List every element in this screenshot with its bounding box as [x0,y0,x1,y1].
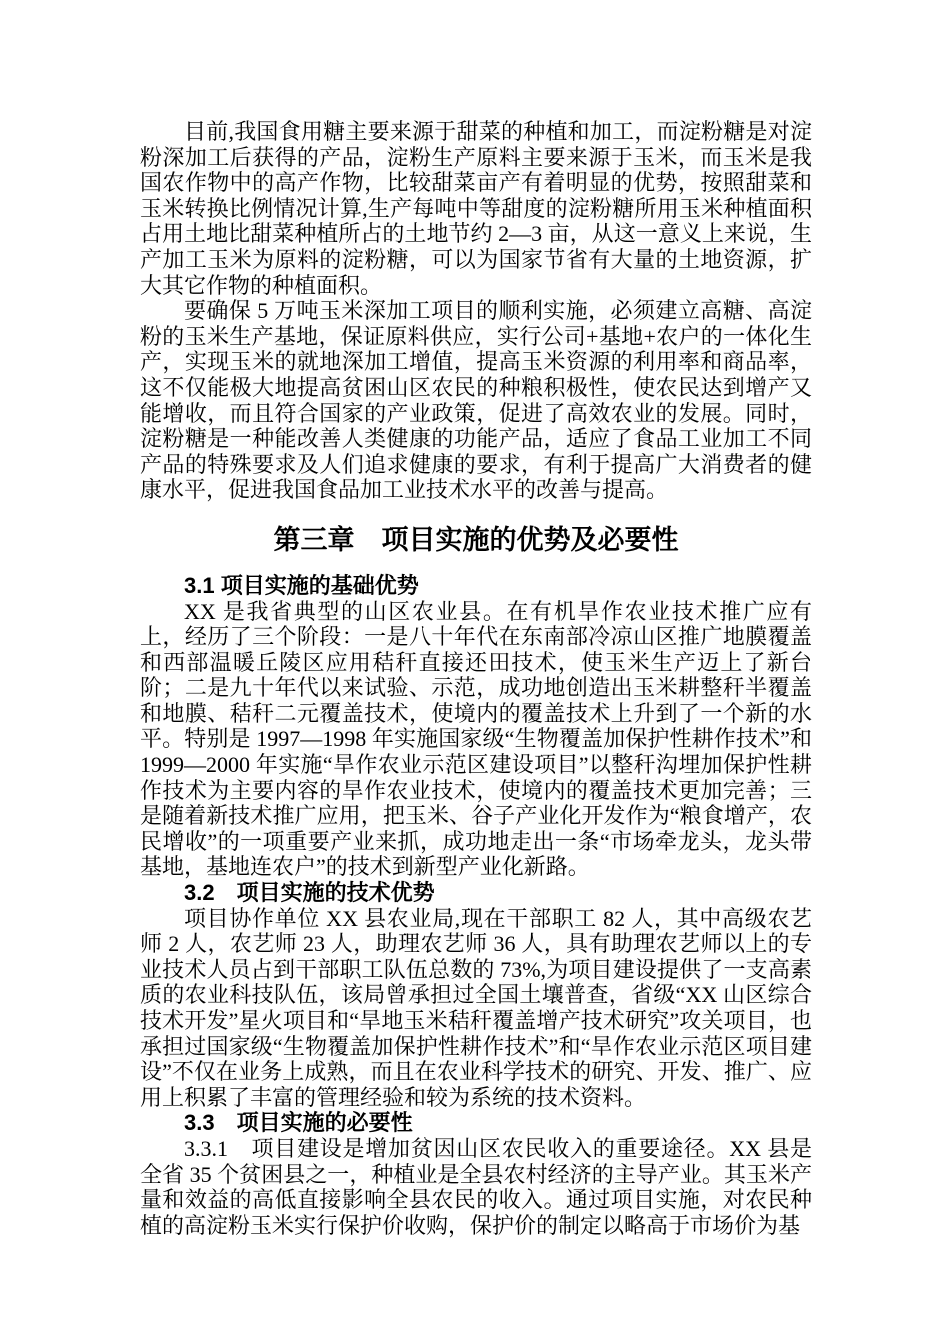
chapter-heading: 第三章 项目实施的优势及必要性 [273,524,679,555]
section-heading-3-3: 3.3 项目实施的必要性 [184,1110,413,1136]
document-content [140,119,812,1238]
paragraph-necessity: 3.3.1 项目建设是增加贫因山区农民收入的重要途径。XX 县是全省 35 个贫困县之一，种植业是全县农村经济的主导产业。其玉米产量和效益的高低直接影响全县农民的收入。通过项目实施，对农民种植的高淀粉玉米实行保护价收购，保护价的制定以略高于市场价为基 [140,1135,812,1238]
paragraph-sugar-source: 目前,我国食用糖主要来源于甜菜的种植和加工，而淀粉糖是对淀粉深加工后获得的产品，淀粉生产原料主要来源于玉米，而玉米是我国农作物中的高产作物，比较甜菜亩产有着明显的优势，按照甜菜和玉米转换比例情况计算,生产每吨中等甜度的淀粉糖所用玉米种植面积占用土地比甜菜种植所占的土地节约 2—3 亩，从这一意义上来说，生产加工玉米为原料的淀粉糖，可以为国家节省有大量的土地资源，扩大其它作物的种植面积。 [140,119,812,298]
paragraph-foundation-advantage: XX 是我省典型的山区农业县。在有机旱作农业技术推广应有上，经历了三个阶段：一是八十年代在东南部冷凉山区推广地膜覆盖和西部温暖丘陵区应用秸秆直接还田技术，使玉米生产迈上了新台阶；二是九十年代以来试验、示范，成功地创造出玉米耕整秆半覆盖和地膜、秸秆二元覆盖技术，使境内的覆盖技术上升到了一个新的水平。特别是 1997—1998 年实施国家级“生物覆盖加保护性耕作技术”和 1999—2000 年实施“旱作农业示范区建设项目”以整秆沟埋加保护性耕作技术为主要内容的旱作农业技术，使境内的覆盖技术更加完善；三是随着新技术推广应用，把玉米、谷子产业化开发作为“粮食增产，农民增收”的一项重要产业来抓，成功地走出一条“市场牵龙头，龙头带基地，基地连农户”的技术到新型产业化新路。 [140,598,812,880]
paragraph-project-assurance: 要确保 5 万吨玉米深加工项目的顺利实施，必须建立高糖、高淀粉的玉米生产基地，保证原料供应，实行公司+基地+农户的一体化生产，实现玉米的就地深加工增值，提高玉米资源的利用率和商品率，这不仅能极大地提高贫困山区农民的种粮积极性，使农民达到增产又能增收，而且符合国家的产业政策，促进了高效农业的发展。同时，淀粉糖是一种能改善人类健康的功能产品，适应了食品工业加工不同产品的特殊要求及人们追求健康的要求，有利于提高广大消费者的健康水平，促进我国食品加工业技术水平的改善与提高。 [140,298,812,503]
section-heading-3-2: 3.2 项目实施的技术优势 [184,880,435,906]
paragraph-technical-advantage: 项目协作单位 XX 县农业局,现在干部职工 82 人，其中高级农艺师 2 人，农艺师 23 人，助理农艺师 36 人，具有助理农艺师以上的专业技术人员占到干部职工队伍总数的 73%,为项目建设提供了一支高素质的农业科技队伍，该局曾承担过全国土壤普查，省级“XX 山区综合技术开发”星火项目和“旱地玉米秸秆覆盖增产技术研究”攻关项目，也承担过国家级“生物覆盖加保护性耕作技术”和“旱作农业示范区项目建设”不仅在业务上成熟，而且在农业科学技术的研究、开发、推广、应用上积累了丰富的管理经验和较为系统的技术资料。 [140,905,812,1110]
section-heading-3-1: 3.1 项目实施的基础优势 [184,572,419,598]
